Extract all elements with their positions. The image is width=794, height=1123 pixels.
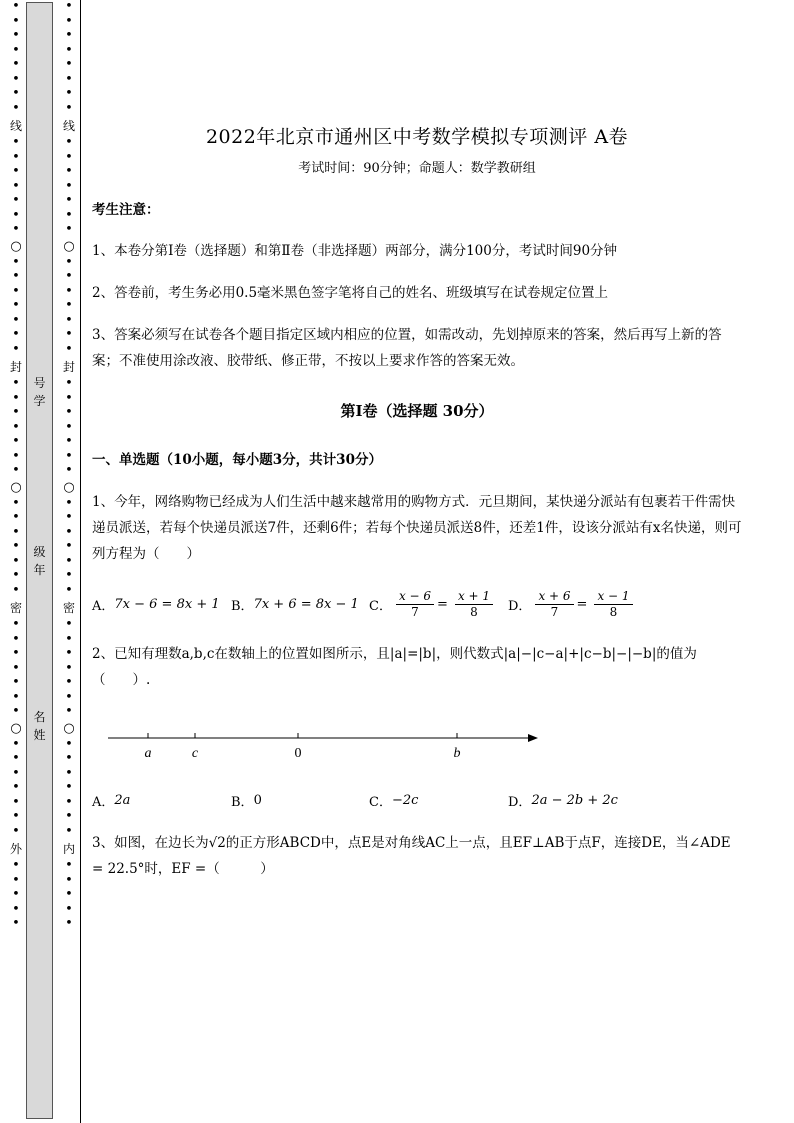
dot-mark: • bbox=[65, 405, 73, 420]
dot-mark: • bbox=[65, 631, 73, 647]
label-b: b bbox=[453, 746, 461, 761]
dot-mark: • bbox=[65, 872, 73, 888]
dot-mark: • bbox=[12, 675, 20, 690]
dot-mark: • bbox=[65, 164, 73, 179]
dot-mark: • bbox=[12, 13, 20, 29]
dot-mark: • bbox=[12, 57, 20, 72]
dot-mark: • bbox=[12, 298, 20, 313]
dot-mark: • bbox=[12, 736, 20, 752]
notice-item-3: 3、答案必须写在试卷各个题目指定区域内相应的位置，如需改动，先划掉原来的答案，然后再写上新的答案；不准使用涂改液、胶带纸、修正带，不按以上要求作答的答案无效。 bbox=[92, 327, 722, 369]
dot-mark: • bbox=[12, 823, 20, 839]
dot-mark: • bbox=[65, 553, 73, 569]
fraction: $\frac{x + 1}{8}$ bbox=[455, 589, 493, 620]
dot-mark: • bbox=[65, 28, 73, 43]
option-c[interactable]: C． $\frac{x - 6}{7}$ = $\frac{x + 1}{8}$ bbox=[369, 586, 493, 622]
dot-mark: • bbox=[12, 539, 20, 554]
circle-icon: ○ bbox=[63, 479, 75, 495]
dot-mark: • bbox=[12, 524, 20, 540]
dot-mark: • bbox=[12, 164, 20, 179]
dot-mark: • bbox=[12, 901, 20, 917]
dot-mark: • bbox=[65, 582, 73, 598]
student-id-label: 号 学 bbox=[33, 376, 46, 408]
arrow-icon bbox=[528, 734, 538, 742]
circle-icon: ○ bbox=[63, 720, 75, 736]
dot-mark: • bbox=[65, 0, 73, 14]
dot-mark: • bbox=[12, 222, 20, 237]
binding-line bbox=[80, 0, 81, 1123]
dot-mark: • bbox=[12, 568, 20, 583]
dot-mark: • bbox=[12, 269, 20, 284]
dot-mark: • bbox=[65, 13, 73, 29]
option-a[interactable]: A． 2a bbox=[92, 792, 131, 810]
dot-mark: • bbox=[12, 463, 20, 478]
option-c[interactable]: C． −2c bbox=[369, 792, 419, 810]
notice-item-1: 1、本卷分第I卷（选择题）和第Ⅱ卷（非选择题）两部分，满分100分，考试时间90分钟 bbox=[92, 243, 618, 259]
dot-mark: • bbox=[65, 254, 73, 270]
dot-mark: • bbox=[12, 617, 20, 632]
seal-mark: 封 bbox=[62, 360, 75, 374]
dot-mark: • bbox=[12, 794, 20, 810]
dot-mark: • bbox=[12, 86, 20, 101]
dot-mark: • bbox=[65, 42, 73, 58]
dot-mark: • bbox=[65, 736, 73, 752]
label-c: c bbox=[191, 746, 199, 761]
dot-mark: • bbox=[12, 42, 20, 58]
seal-mark: 线 bbox=[62, 119, 75, 133]
option-a[interactable]: A． 7x − 6 = 8x + 1 bbox=[92, 596, 220, 614]
dot-mark: • bbox=[65, 298, 73, 313]
fraction: $\frac{x + 6}{7}$ bbox=[535, 589, 573, 620]
part-title: 一、单选题（10小题，每小题3分，共计30分） bbox=[92, 452, 382, 468]
dot-mark: • bbox=[12, 254, 20, 270]
dot-mark: • bbox=[65, 510, 73, 525]
dot-mark: • bbox=[65, 448, 73, 464]
dot-mark: • bbox=[65, 86, 73, 101]
dot-mark: • bbox=[65, 901, 73, 917]
dot-mark: • bbox=[65, 222, 73, 237]
number-line-figure bbox=[108, 725, 548, 765]
dot-mark: • bbox=[65, 780, 73, 795]
dot-mark: • bbox=[65, 57, 73, 72]
dot-mark: • bbox=[12, 631, 20, 647]
dot-mark: • bbox=[65, 376, 73, 391]
dot-mark: • bbox=[12, 283, 20, 299]
dot-mark: • bbox=[12, 100, 20, 116]
dot-mark: • bbox=[65, 916, 73, 931]
dot-mark: • bbox=[12, 582, 20, 598]
circle-icon: ○ bbox=[10, 238, 22, 254]
dot-mark: • bbox=[12, 390, 20, 406]
dot-mark: • bbox=[12, 193, 20, 208]
label-zero: 0 bbox=[294, 746, 302, 761]
dot-mark: • bbox=[65, 390, 73, 406]
dot-mark: • bbox=[12, 809, 20, 824]
circle-icon: ○ bbox=[63, 238, 75, 254]
circle-icon: ○ bbox=[10, 720, 22, 736]
option-b[interactable]: B． 7x + 6 = 8x − 1 bbox=[231, 596, 359, 614]
fraction: $\frac{x - 6}{7}$ bbox=[396, 589, 434, 620]
notice-item-2: 2、答卷前，考生务必用0.5毫米黑色签字笔将自己的姓名、班级填写在试卷规定位置上 bbox=[92, 285, 609, 301]
dot-mark: • bbox=[12, 28, 20, 43]
inner-seal-column bbox=[58, 0, 80, 1123]
dot-mark: • bbox=[12, 887, 20, 902]
exam-info: 考试时间：90分钟；命题人：数学教研组 bbox=[298, 161, 536, 176]
dot-mark: • bbox=[65, 794, 73, 810]
seal-mark: 外 bbox=[9, 842, 22, 856]
outer-seal-column bbox=[5, 0, 27, 1123]
seal-mark: 线 bbox=[9, 119, 22, 133]
dot-mark: • bbox=[65, 823, 73, 839]
dot-mark: • bbox=[65, 463, 73, 478]
label-a: a bbox=[144, 746, 152, 761]
dot-mark: • bbox=[12, 135, 20, 150]
dot-mark: • bbox=[65, 646, 73, 661]
dot-mark: • bbox=[65, 689, 73, 705]
dot-mark: • bbox=[65, 312, 73, 328]
question-2-text: 2、已知有理数a,b,c在数轴上的位置如图所示，且|a|=|b|，则代数式|a|−|c−a|+|c−b|−|−b|的值为（ ）. bbox=[92, 646, 697, 688]
dot-mark: • bbox=[12, 872, 20, 888]
dot-mark: • bbox=[65, 524, 73, 540]
dot-mark: • bbox=[12, 0, 20, 14]
dot-mark: • bbox=[12, 646, 20, 661]
section-title: 第I卷（选择题 30分） bbox=[340, 402, 494, 420]
dot-mark: • bbox=[12, 405, 20, 420]
seal-mark: 密 bbox=[62, 601, 75, 615]
dot-mark: • bbox=[65, 207, 73, 223]
dot-mark: • bbox=[65, 809, 73, 824]
dot-mark: • bbox=[12, 312, 20, 328]
seal-mark: 封 bbox=[9, 360, 22, 374]
question-2-options bbox=[92, 782, 742, 818]
dot-mark: • bbox=[12, 207, 20, 223]
dot-mark: • bbox=[12, 327, 20, 342]
question-3-text: 3、如图，在边长为√2的正方形ABCD中，点E是对角线AC上一点，且EF⊥AB于点F，连接DE，当∠ADE = 22.5°时，EF =（ ） bbox=[92, 835, 731, 877]
dot-mark: • bbox=[65, 327, 73, 342]
seal-mark: 密 bbox=[9, 601, 22, 615]
dot-mark: • bbox=[65, 887, 73, 902]
dot-mark: • bbox=[12, 689, 20, 705]
dot-mark: • bbox=[65, 617, 73, 632]
dot-mark: • bbox=[65, 704, 73, 719]
dot-mark: • bbox=[12, 660, 20, 676]
dot-mark: • bbox=[12, 751, 20, 766]
seal-mark: 内 bbox=[62, 842, 75, 856]
option-d[interactable]: D． 2a − 2b + 2c bbox=[508, 792, 618, 810]
dot-mark: • bbox=[65, 419, 73, 435]
dot-mark: • bbox=[65, 135, 73, 150]
dot-mark: • bbox=[12, 341, 20, 357]
dot-mark: • bbox=[65, 100, 73, 116]
dot-mark: • bbox=[65, 751, 73, 766]
dot-mark: • bbox=[12, 495, 20, 511]
option-d[interactable]: D． $\frac{x + 6}{7}$ = $\frac{x - 1}{8}$ bbox=[508, 586, 633, 622]
page-title: 2022年北京市通州区中考数学模拟专项测评 A卷 bbox=[205, 126, 629, 148]
dot-mark: • bbox=[65, 660, 73, 676]
dot-mark: • bbox=[12, 510, 20, 525]
dot-mark: • bbox=[65, 858, 73, 873]
dot-mark: • bbox=[12, 780, 20, 795]
dot-mark: • bbox=[12, 765, 20, 781]
dot-mark: • bbox=[65, 71, 73, 87]
dot-mark: • bbox=[65, 434, 73, 449]
question-1-text: 1、今年，网络购物已经成为人们生活中越来越常用的购物方式．元旦期间，某快递分派站有包裹若干件需快递员派送，若每个快递员派送7件，还剩6件；若每个快递员派送8件，还差1件，设该分派站有x名快递，则可列方程为（ ） bbox=[92, 494, 742, 562]
dot-mark: • bbox=[65, 568, 73, 583]
dot-mark: • bbox=[12, 916, 20, 931]
dot-mark: • bbox=[12, 553, 20, 569]
dot-mark: • bbox=[12, 71, 20, 87]
dot-mark: • bbox=[65, 269, 73, 284]
name-label: 名 姓 bbox=[33, 710, 46, 742]
notice-heading: 考生注意： bbox=[92, 202, 160, 218]
question-1-options bbox=[92, 586, 742, 622]
option-b[interactable]: B． 0 bbox=[231, 792, 262, 810]
dot-mark: • bbox=[65, 675, 73, 690]
dot-mark: • bbox=[12, 149, 20, 165]
dot-mark: • bbox=[12, 434, 20, 449]
dot-mark: • bbox=[12, 448, 20, 464]
circle-icon: ○ bbox=[10, 479, 22, 495]
dot-mark: • bbox=[12, 419, 20, 435]
dot-mark: • bbox=[12, 376, 20, 391]
dot-mark: • bbox=[65, 193, 73, 208]
dot-mark: • bbox=[65, 765, 73, 781]
dot-mark: • bbox=[65, 178, 73, 194]
dot-mark: • bbox=[12, 704, 20, 719]
grade-label: 级 年 bbox=[33, 545, 46, 577]
dot-mark: • bbox=[12, 858, 20, 873]
dot-mark: • bbox=[65, 539, 73, 554]
dot-mark: • bbox=[65, 283, 73, 299]
fraction: $\frac{x - 1}{8}$ bbox=[594, 589, 632, 620]
dot-mark: • bbox=[65, 341, 73, 357]
dot-mark: • bbox=[12, 178, 20, 194]
dot-mark: • bbox=[65, 495, 73, 511]
dot-mark: • bbox=[65, 149, 73, 165]
